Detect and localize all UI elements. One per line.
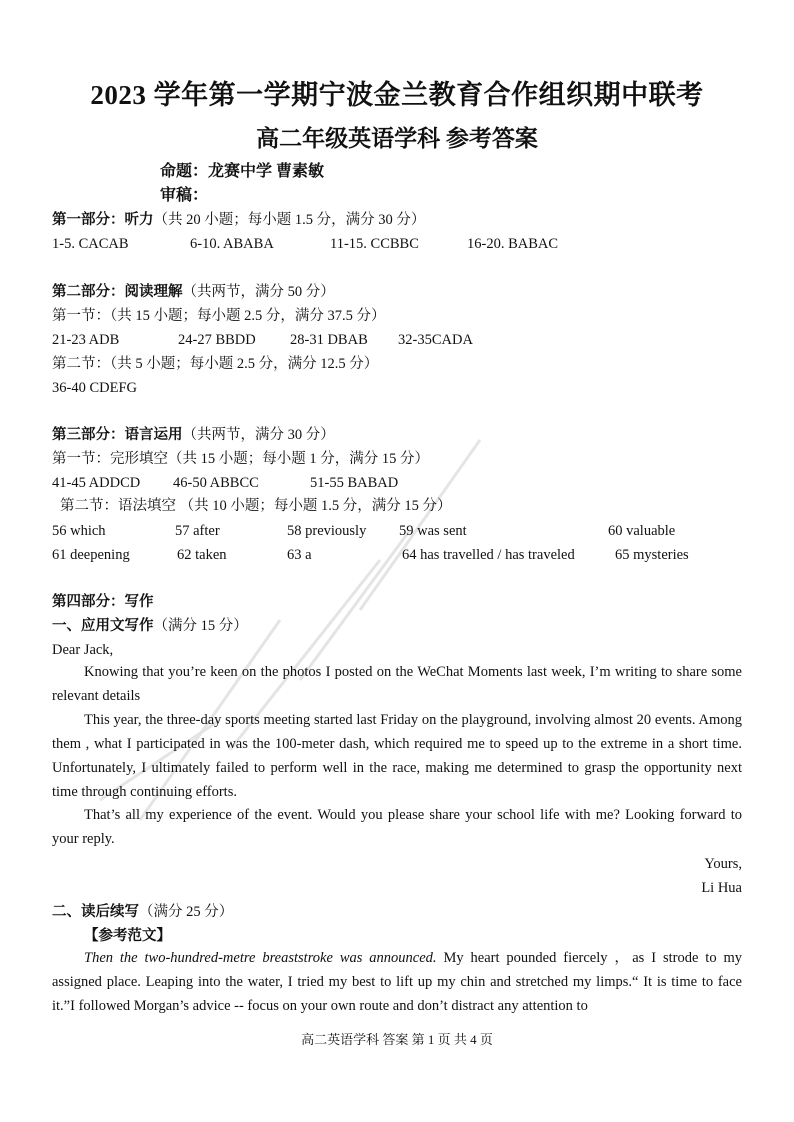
document-title: 2023 学年第一学期宁波金兰教育合作组织期中联考 (90, 80, 704, 110)
part4-section1-detail: （满分 15 分） (153, 618, 248, 634)
part3-section2: 第二节：语法填空 （共 10 小题；每小题 1.5 分，满分 15 分） (60, 498, 452, 514)
answer-group: 21-23 ADB (52, 332, 120, 348)
answer-group: 36-40 CDEFG (52, 380, 137, 396)
part4-section1-line (52, 616, 248, 636)
part4-section2-detail: （满分 25 分） (139, 904, 234, 920)
answer-group: 16-20. BABAC (467, 236, 559, 252)
part4-section2-heading: 二、读后续写 (52, 904, 139, 920)
answer-group: 24-27 BBDD (178, 332, 256, 348)
part3-detail: （共两节，满分 30 分） (182, 427, 335, 443)
answer-item: 59 was sent (399, 523, 467, 539)
answer-item: 62 taken (177, 547, 227, 563)
answer-item: 56 which (52, 523, 106, 539)
letter-paragraph: Knowing that you’re keen on the photos I posted on the WeChat Moments last week, I’m writing to share some relevant details (52, 664, 742, 704)
answer-group: 1-5. CACAB (52, 236, 129, 252)
part2-heading-line (52, 282, 335, 302)
part1-heading: 第一部分：听力 (52, 212, 154, 228)
answer-item: 63 a (287, 547, 312, 563)
answer-item: 65 mysteries (615, 547, 689, 563)
document-subtitle: 高二年级英语学科 参考答案 (256, 126, 538, 151)
part1-detail: （共 20 小题；每小题 1.5 分，满分 30 分） (153, 212, 426, 228)
part3-heading-line (52, 425, 335, 445)
part4-section2-line (52, 902, 233, 922)
sample-essay-given-start: Then the two-hundred-metre breaststroke was announced. (84, 950, 437, 966)
answer-item: 57 after (175, 523, 220, 539)
answer-item: 60 valuable (608, 523, 676, 539)
answer-group: 41-45 ADDCD (52, 475, 141, 491)
sample-essay-label: 【参考范文】 (84, 928, 171, 944)
letter-closing: Yours, (704, 856, 742, 872)
letter-paragraph: This year, the three-day sports meeting started last Friday on the playground, involving almost 20 events. Among them , what I participated in was the 100-meter dash, which required me to speed up to the extreme in a short time. Unfortunately, I ultimately failed to perform well in the race, making me determined to grasp the opportunity next time through continuing efforts. (52, 712, 742, 800)
part4-section1-heading: 一、应用文写作 (52, 618, 154, 634)
answer-item: 64 has travelled / has traveled (402, 547, 575, 563)
reviewer-line: 审稿： (160, 187, 209, 204)
letter-paragraph: That’s all my experience of the event. Would you please share your school life with me? Looking forward to your reply. (52, 807, 742, 847)
answer-group: 28-31 DBAB (290, 332, 368, 348)
part3-section1: 第一节：完形填空（共 15 小题；每小题 1 分，满分 15 分） (52, 451, 429, 467)
answer-item: 58 previously (287, 523, 367, 539)
part2-section1: 第一节：（共 15 小题；每小题 2.5 分，满分 37.5 分） (52, 308, 386, 324)
page-footer: 高二英语学科 答案 第 1 页 共 4 页 (301, 1032, 493, 1047)
letter-signature: Li Hua (701, 880, 742, 896)
answer-group: 6-10. ABABA (190, 236, 274, 252)
answer-group: 46-50 ABBCC (173, 475, 259, 491)
author-line: 命题：龙赛中学 曹素敏 (160, 163, 325, 180)
sample-essay-text: My heart pounded fiercely ，as I strode to my assigned place. Leaping into the water, I tried my best to lift up my chin and stretched my limps.“ It is time to face it.”I followed Morgan’s advice -- focus on your own route and don’t distract any attention to (52, 950, 743, 1014)
answer-item: 61 deepening (52, 547, 130, 563)
part2-detail: （共两节，满分 50 分） (182, 284, 335, 300)
letter-greeting: Dear Jack, (52, 642, 114, 658)
part2-section2: 第二节：（共 5 小题；每小题 2.5 分，满分 12.5 分） (52, 356, 379, 372)
part4-heading: 第四部分：写作 (52, 594, 154, 610)
answer-group: 51-55 BABAD (310, 475, 399, 491)
sample-essay-paragraph (52, 946, 742, 1018)
answer-group: 32-35CADA (398, 332, 473, 348)
part1-heading-line (52, 210, 425, 230)
answer-group: 11-15. CCBBC (330, 236, 419, 252)
part3-heading: 第三部分：语言运用 (52, 427, 183, 443)
part2-heading: 第二部分：阅读理解 (52, 284, 183, 300)
